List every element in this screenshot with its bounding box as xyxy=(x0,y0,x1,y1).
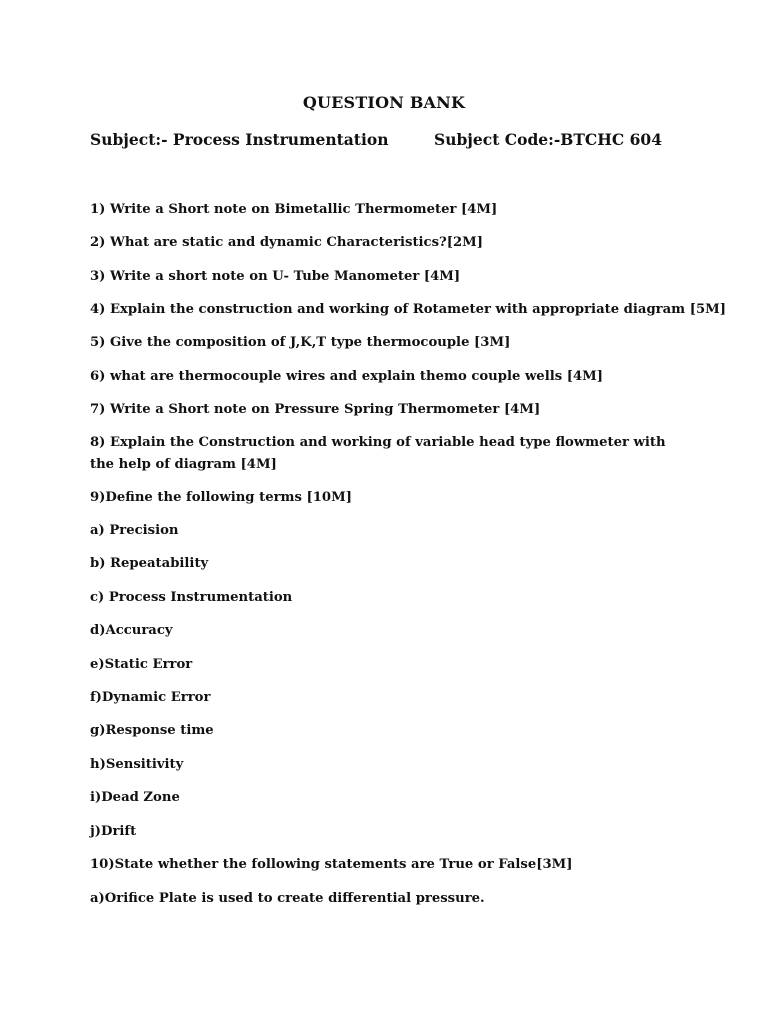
question-10: 10)State whether the following statements are True or False[3M] xyxy=(90,857,573,872)
question-2: 2) What are static and dynamic Characteristics?[2M] xyxy=(90,235,483,250)
question-6: 6) what are thermocouple wires and explain themo couple wells [4M] xyxy=(90,369,603,384)
question-3: 3) Write a short note on U- Tube Manometer [4M] xyxy=(90,269,461,284)
question-4: 4) Explain the construction and working of Rotameter with appropriate diagram [5M] xyxy=(90,302,726,317)
question-5: 5) Give the composition of J,K,T type thermocouple [3M] xyxy=(90,335,511,350)
term-a: a) Precision xyxy=(90,523,179,538)
statement-a: a)Orifice Plate is used to create differential pressure. xyxy=(90,891,485,906)
term-g: g)Response time xyxy=(90,723,214,738)
term-i: i)Dead Zone xyxy=(90,790,180,805)
term-h: h)Sensitivity xyxy=(90,757,184,772)
term-d: d)Accuracy xyxy=(90,623,173,638)
term-j: j)Drift xyxy=(90,824,137,839)
page-title: QUESTION BANK xyxy=(302,93,466,112)
subject-code-label: Subject Code:-BTCHC 604 xyxy=(434,130,662,149)
question-8: 8) Explain the Construction and working of variable head type flowmeter with the help of diagram [4M] xyxy=(90,435,666,472)
term-b: b) Repeatability xyxy=(90,556,209,571)
term-e: e)Static Error xyxy=(90,657,193,672)
term-f: f)Dynamic Error xyxy=(90,690,211,705)
term-c: c) Process Instrumentation xyxy=(90,590,293,605)
question-9: 9)Define the following terms [10M] xyxy=(90,490,352,505)
question-1: 1) Write a Short note on Bimetallic Thermometer [4M] xyxy=(90,202,498,217)
subject-label: Subject:- Process Instrumentation xyxy=(90,130,389,149)
question-7: 7) Write a Short note on Pressure Spring Thermometer [4M] xyxy=(90,402,541,417)
